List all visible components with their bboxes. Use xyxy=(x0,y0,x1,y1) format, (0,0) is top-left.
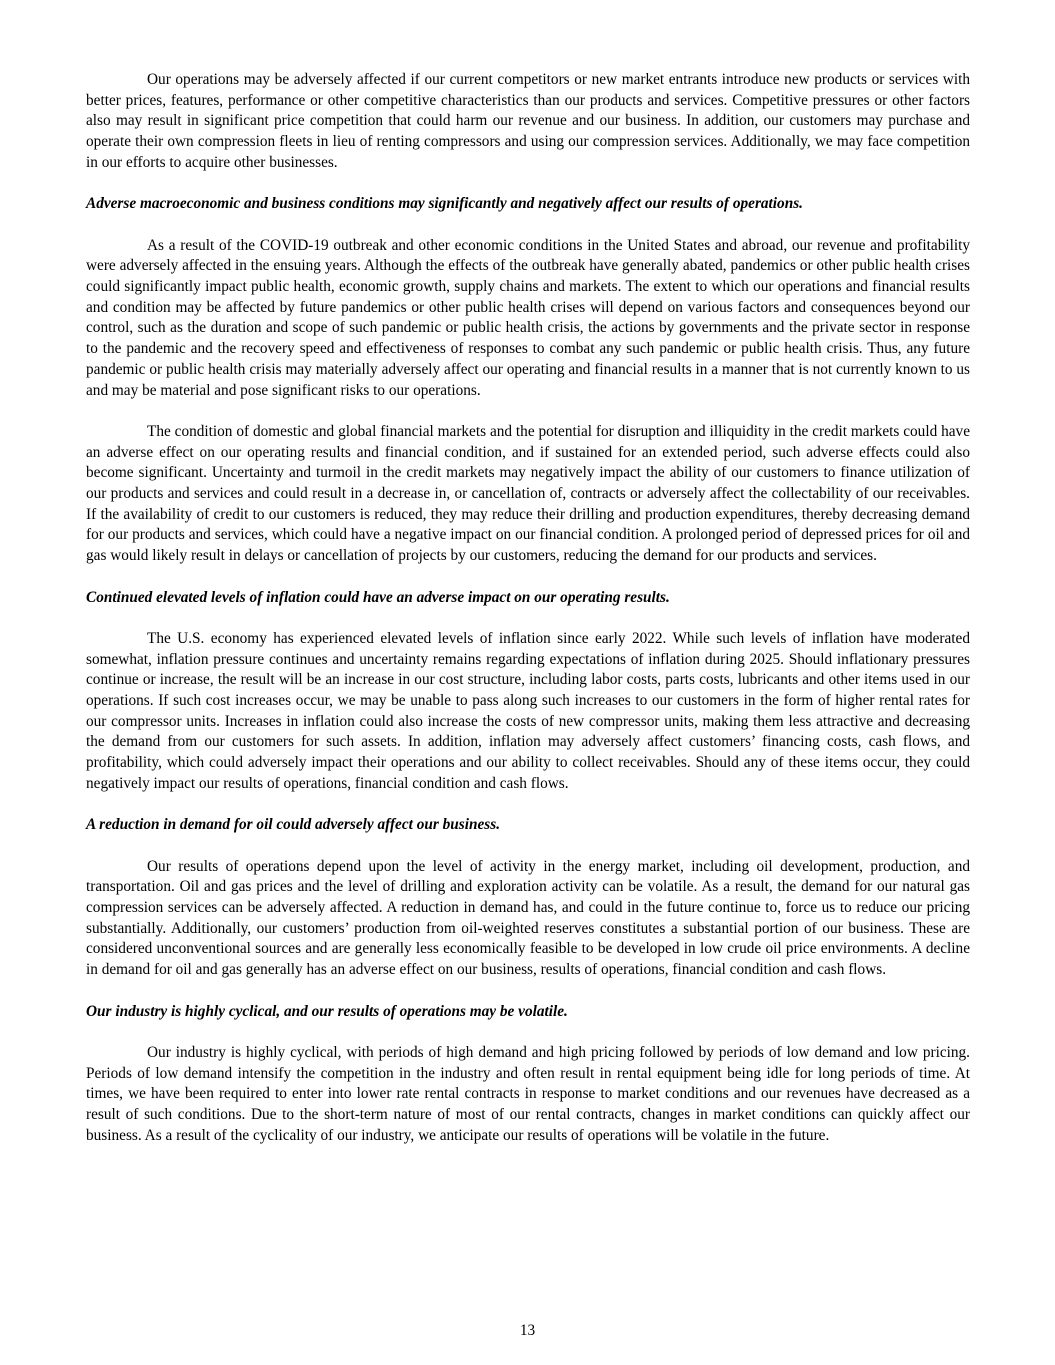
section-heading: Adverse macroeconomic and business conditions may significantly and negatively affect our results of operations. xyxy=(86,195,803,213)
paragraph: Our industry is highly cyclical, with periods of high demand and high pricing followed by periods of low demand and low pricing. Periods of low demand intensify the competition in the industry and often result in rental equipment being idle for long periods of time. At times, we have been required to enter into lower rate rental contracts in response to market conditions and our revenues have decreased as a result of such conditions. Due to the short-term nature of most of our rental contracts, changes in market conditions can quickly affect our business. As a result of the cyclicality of our industry, we anticipate our results of operations will be volatile in the future. xyxy=(86,1043,970,1144)
page-number: 13 xyxy=(519,1322,536,1339)
section-heading: A reduction in demand for oil could adversely affect our business. xyxy=(86,816,501,834)
section-heading: Continued elevated levels of inflation could have an adverse impact on our operating results. xyxy=(86,588,670,606)
paragraph: Our results of operations depend upon the level of activity in the energy market, including oil development, production, and transportation. Oil and gas prices and the level of drilling and exploration activity can be volatile. As a result, the demand for our natural gas compression services can be adversely affected. A reduction in demand has, and could in the future continue to, force us to reduce our pricing substantially. Additionally, our customers’ production from oil-weighted reserves constitutes a substantial portion of our business. These are considered unconventional sources and are generally less economically feasible to be developed in low crude oil price environments. A decline in demand for oil and gas generally has an adverse effect on our business, results of operations, financial condition and cash flows. xyxy=(86,857,970,979)
paragraph: The condition of domestic and global financial markets and the potential for disruption and illiquidity in the credit markets could have an adverse effect on our operating results and financial condition, and if sustained for an extended period, such adverse effects could also become significant. Uncertainty and turmoil in the credit markets may negatively impact the ability of our customers to finance utilization of our products and services and could result in a decrease in, or cancellation of, contracts or adversely affect the collectability of our receivables. If the availability of credit to our customers is reduced, they may reduce their drilling and production expenditures, thereby decreasing demand for our products and services, which could have a negative impact on our financial condition. A prolonged period of depressed prices for oil and gas would likely result in delays or cancellation of projects by our customers, reducing the demand for our products and services. xyxy=(86,422,970,565)
paragraph: As a result of the COVID-19 outbreak and other economic conditions in the United States and abroad, our revenue and profitability were adversely affected in the ensuing years. Although the effects of the outbreak have generally abated, pandemics or other public health crises could significantly impact public health, economic growth, supply chains and markets. The extent to which our operations and financial results and condition may be affected by future pandemics or other public health crises will depend on various factors and consequences beyond our control, such as the duration and scope of such pandemic or public health crisis, the actions by governments and the private sector in response to the pandemic and the recovery speed and effectiveness of responses to combat any such pandemic or public health crisis. Thus, any future pandemic or public health crisis may materially adversely affect our operating and financial results in a manner that is not currently known to us and may be material and pose significant risks to our operations. xyxy=(86,236,970,399)
paragraph: Our operations may be adversely affected if our current competitors or new market entrants introduce new products or services with better prices, features, performance or other competitive characteristics than our products and services. Competitive pressures or other factors also may result in significant price competition that could harm our revenue and our business. In addition, our customers may purchase and operate their own compression fleets in lieu of renting compressors and using our compression services. Additionally, we may face competition in our efforts to acquire other businesses. xyxy=(86,71,970,171)
section-heading: Our industry is highly cyclical, and our results of operations may be volatile. xyxy=(86,1002,568,1020)
paragraph: The U.S. economy has experienced elevated levels of inflation since early 2022. While such levels of inflation have moderated somewhat, inflation pressure continues and uncertainty remains regarding expectations of inflation during 2025. Should inflationary pressures continue or increase, the result will be an increase in our cost structure, including labor costs, parts costs, lubricants and other items used in our operations. If such cost increases occur, we may be unable to pass along such increases to our customers in the form of higher rental rates for our compressor units. Increases in inflation could also increase the costs of new compressor units, making them less attractive and decreasing the demand from our customers for such assets. In addition, inflation may adversely affect customers’ financing costs, cash flows, and profitability, which could adversely impact their operations and our ability to collect receivables. Should any of these items occur, they could negatively impact our results of operations, financial condition and cash flows. xyxy=(86,629,970,792)
document-body xyxy=(86,70,970,1167)
